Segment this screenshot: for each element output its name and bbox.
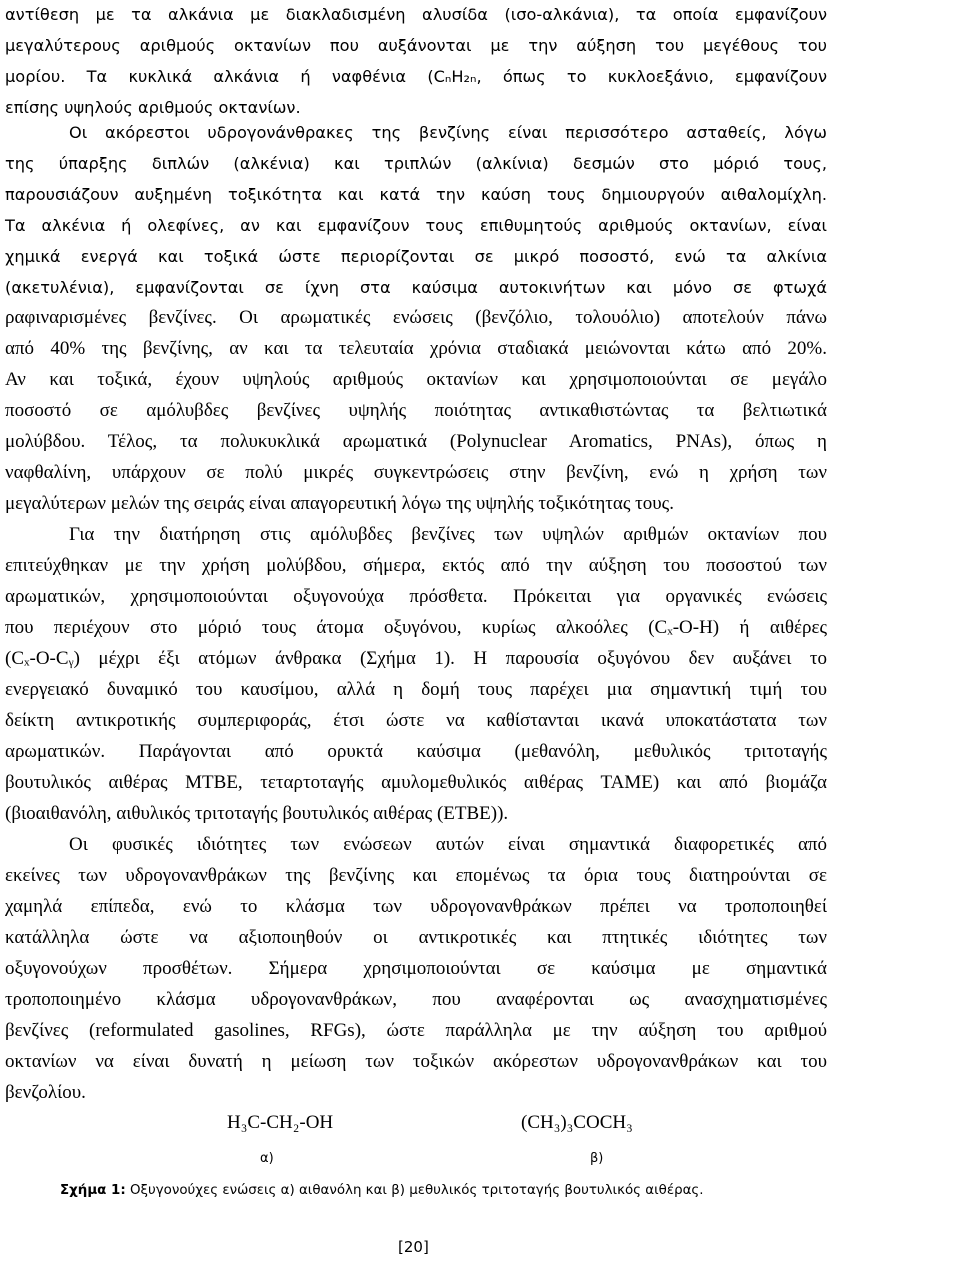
text-line: Αν και τοξικά, έχουν υψηλούς αριθμούς οκτανίων και χρησιμοποιούνται σε μεγάλο [5, 369, 827, 390]
text-line: που περιέχουν στο μόριό τους άτομα οξυγόνου, κυρίως αλκοόλες (Cₓ-O-H) ή αιθέρες [5, 617, 827, 638]
text-line: ποσοστό σε αμόλυβδες βενζίνες υψηλής ποιότητας αντικαθιστώντας τα βελτιωτικά [5, 400, 827, 421]
formula-mtbe: (CH₃)₃COCH₃ [521, 1112, 633, 1133]
text-line: μεγαλύτερων μελών της σειράς είναι απαγορευτική λόγω της υψηλής τοξικότητας τους. [5, 493, 674, 514]
text-line: δείκτη αντικροτικής συμπεριφοράς, έτσι ώστε να καθίστανται ικανά υποκατάστατα των [5, 710, 827, 731]
text-line: χαμηλά επίπεδα, ενώ το κλάσμα των υδρογονανθράκων πρέπει να τροποποιηθεί [5, 896, 827, 917]
text-line: αντίθεση με τα αλκάνια με διακλαδισμένη αλυσίδα (ισο-αλκάνια), τα οποία εμφανίζουν [5, 5, 827, 24]
figure-caption [60, 1181, 704, 1201]
text-line: χημικά ενεργά και τοξικά ώστε περιορίζονται σε μικρό ποσοστό, ενώ τα αλκίνια [5, 247, 827, 266]
text-line: αρωματικών, χρησιμοποιούνται οξυγονούχα πρόσθετα. Πρόκειται για οργανικές ενώσεις [5, 586, 827, 607]
text-line: βουτυλικός αιθέρας MTBE, τεταρτοταγής αμυλομεθυλικός αιθέρας TAME) και από βιομάζα [5, 772, 827, 793]
text-line: μορίου. Τα κυκλικά αλκάνια ή ναφθένια (CₙH₂ₙ, όπως το κυκλοεξάνιο, εμφανίζουν [5, 67, 827, 86]
text-line: εκείνες των υδρογονανθράκων της βενζίνης και επομένως τα όρια τους διατηρούνται σε [5, 865, 827, 886]
text-line: Οι ακόρεστοι υδρογονάνθρακες της βενζίνης είναι περισσότερο ασταθείς, λόγω [69, 123, 827, 142]
page-number: [20] [398, 1238, 429, 1256]
text-line: της ύπαρξης διπλών (αλκένια) και τριπλών (αλκίνια) δεσμών στο μόριό τους, [5, 154, 827, 173]
formula-ethanol: H₃C-CH₂-OH [227, 1112, 334, 1133]
text-line: επιτεύχθηκαν με την χρήση μολύβδου, σήμερα, εκτός από την αύξηση του ποσοστού των [5, 555, 827, 576]
text-line: (βιοαιθανόλη, αιθυλικός τριτοταγής βουτυλικός αιθέρας (ETBE)). [5, 803, 509, 824]
text-line: (Cₓ-O-Cᵧ) μέχρι έξι ατόμων άνθρακα (Σχήμα 1). Η παρουσία οξυγόνου δεν αυξάνει το [5, 648, 827, 669]
text-line: ναφθαλίνη, υπάρχουν σε πολύ μικρές συγκεντρώσεις στην βενζίνη, ενώ η χρήση των [5, 462, 827, 483]
text-line: βενζίνες (reformulated gasolines, RFGs), ώστε παράλληλα με την αύξηση του αριθμού [5, 1020, 827, 1041]
formula-label-a: α) [260, 1151, 274, 1166]
text-line: μολύβδου. Τέλος, τα πολυκυκλικά αρωματικά (Polynuclear Aromatics, PNAs), όπως η [5, 431, 827, 452]
text-line: τροποποιημένο κλάσμα υδρογονανθράκων, που αναφέρονται ως ανασχηματισμένες [5, 989, 827, 1010]
text-line: από 40% της βενζίνης, αν και τα τελευταία χρόνια σταδιακά μειώνονται κάτω από 20%. [5, 338, 827, 359]
text-line: Για την διατήρηση στις αμόλυβδες βενζίνες των υψηλών αριθμών οκτανίων που [69, 524, 827, 545]
formula-label-b: β) [590, 1151, 604, 1166]
text-line: παρουσιάζουν αυξημένη τοξικότητα και κατά την καύση τους δημιουργούν αιθαλομίχλη. [5, 185, 827, 204]
text-line: μεγαλύτερους αριθμούς οκτανίων που αυξάνονται με την αύξηση του μεγέθους του [5, 36, 827, 55]
text-line: (ακετυλένια), εμφανίζονται σε ίχνη στα καύσιμα αυτοκινήτων και μόνο σε φτωχά [5, 278, 827, 297]
figure-caption-text: Οξυγονούχες ενώσεις α) αιθανόλη και β) μεθυλικός τριτοταγής βουτυλικός αιθέρας. [125, 1183, 704, 1198]
text-line: οκτανίων να είναι δυνατή η μείωση των τοξικών ακόρεστων υδρογονανθράκων και του [5, 1051, 827, 1072]
text-line: ραφιναρισμένες βενζίνες. Οι αρωματικές ενώσεις (βενζόλιο, τολουόλιο) αποτελούν πάνω [5, 307, 827, 328]
text-line: Οι φυσικές ιδιότητες των ενώσεων αυτών είναι σημαντικά διαφορετικές από [69, 834, 827, 855]
text-line: κατάλληλα ώστε να αξιοποιηθούν οι αντικροτικές και πτητικές ιδιότητες των [5, 927, 827, 948]
text-line: βενζολίου. [5, 1082, 86, 1103]
text-line: Τα αλκένια ή ολεφίνες, αν και εμφανίζουν τους επιθυμητούς αριθμούς οκτανίων, είναι [5, 216, 827, 235]
text-line: αρωματικών. Παράγονται από ορυκτά καύσιμα (μεθανόλη, μεθυλικός τριτοταγής [5, 741, 827, 762]
text-line: ενεργειακό δυναμικό του καυσίμου, αλλά η δομή τους παρέχει μια σημαντική τιμή του [5, 679, 827, 700]
figure-caption-label: Σχήμα 1: [60, 1183, 126, 1198]
text-line: επίσης υψηλούς αριθμούς οκτανίων. [5, 98, 301, 117]
text-line: οξυγονούχων προσθέτων. Σήμερα χρησιμοποιούνται σε καύσιμα με σημαντικά [5, 958, 827, 979]
